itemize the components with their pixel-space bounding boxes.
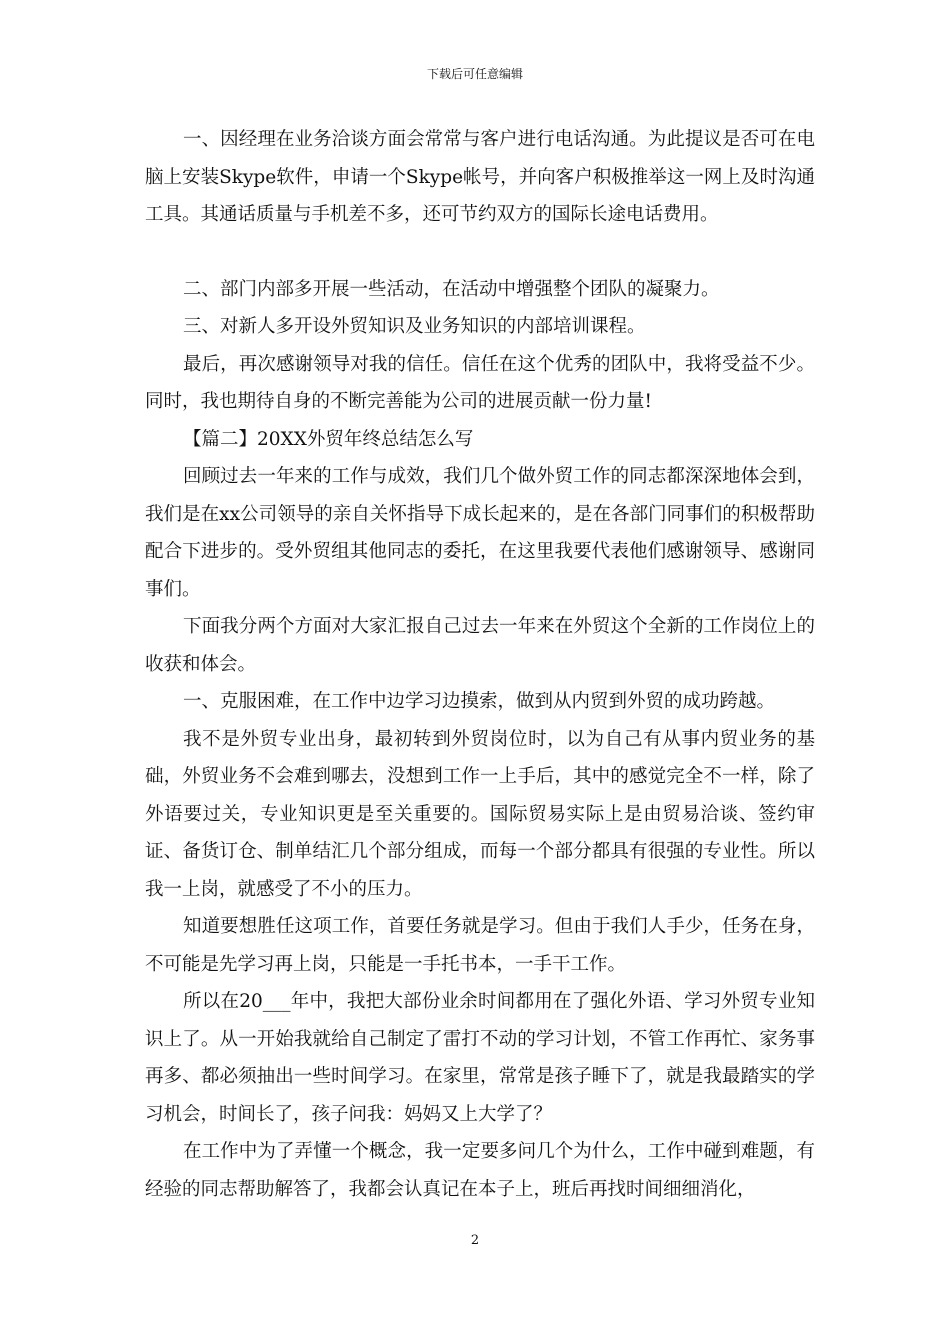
page-header: 下载后可任意编辑: [426, 67, 523, 81]
paragraph: 下面我分两个方面对大家汇报自己过去一年来在外贸这个全新的工作岗位上的收获和体会。: [145, 616, 815, 675]
paragraph: 一、因经理在业务洽谈方面会常常与客户进行电话沟通。为此提议是否可在电脑上安装Skype软件，申请一个Skype帐号，并向客户积极推举这一网上及时沟通工具。其通话质量与手机差不多，还可节约双方的国际长途电话费用。: [145, 129, 815, 225]
page-number: 2: [470, 1233, 480, 1248]
paragraph: 知道要想胜任这项工作，首要任务就是学习。但由于我们人手少，任务在身，不可能是先学习再上岗，只能是一手托书本，一手干工作。: [145, 916, 815, 975]
paragraph: 所以在20___年中，我把大部份业余时间都用在了强化外语、学习外贸专业知识上了。从一开始我就给自己制定了雷打不动的学习计划，不管工作再忙、家务事再多、都必须抽出一些时间学习。在家里，常常是孩子睡下了，就是我最踏实的学习机会，时间长了，孩子问我：妈妈又上大学了？: [145, 991, 815, 1125]
paragraph: 三、对新人多开设外贸知识及业务知识的内部培训课程。: [183, 316, 646, 337]
paragraph: 一、克服困难，在工作中边学习边摸索，做到从内贸到外贸的成功跨越。: [183, 691, 776, 712]
document-body: [145, 121, 815, 1208]
section-heading: 【篇二】20XX外贸年终总结怎么写: [183, 428, 474, 450]
paragraph: 最后，再次感谢领导对我的信任。信任在这个优秀的团队中，我将受益不少。同时，我也期待自身的不断完善能为公司的进展贡献一份力量!: [145, 353, 815, 412]
paragraph: 我不是外贸专业出身，最初转到外贸岗位时，以为自己有从事内贸业务的基础，外贸业务不会难到哪去，没想到工作一上手后，其中的感觉完全不一样，除了外语要过关，专业知识更是至关重要的。国际贸易实际上是由贸易洽谈、签约审证、备货订仓、制单结汇几个部分组成，而每一个部分都具有很强的专业性。所以我一上岗，就感受了不小的压力。: [145, 728, 815, 900]
paragraph-spacer: [145, 234, 815, 271]
paragraph: 回顾过去一年来的工作与成效，我们几个做外贸工作的同志都深深地体会到，我们是在xx公司领导的亲自关怀指导下成长起来的，是在各部门同事们的积极帮助配合下进步的。受外贸组其他同志的委托，在这里我要代表他们感谢领导、感谢同事们。: [145, 466, 815, 600]
paragraph: 在工作中为了弄懂一个概念，我一定要多问几个为什么，工作中碰到难题，有经验的同志帮助解答了，我都会认真记在本子上，班后再找时间细细消化，: [145, 1141, 815, 1200]
paragraph: 二、部门内部多开展一些活动，在活动中增强整个团队的凝聚力。: [183, 278, 720, 300]
